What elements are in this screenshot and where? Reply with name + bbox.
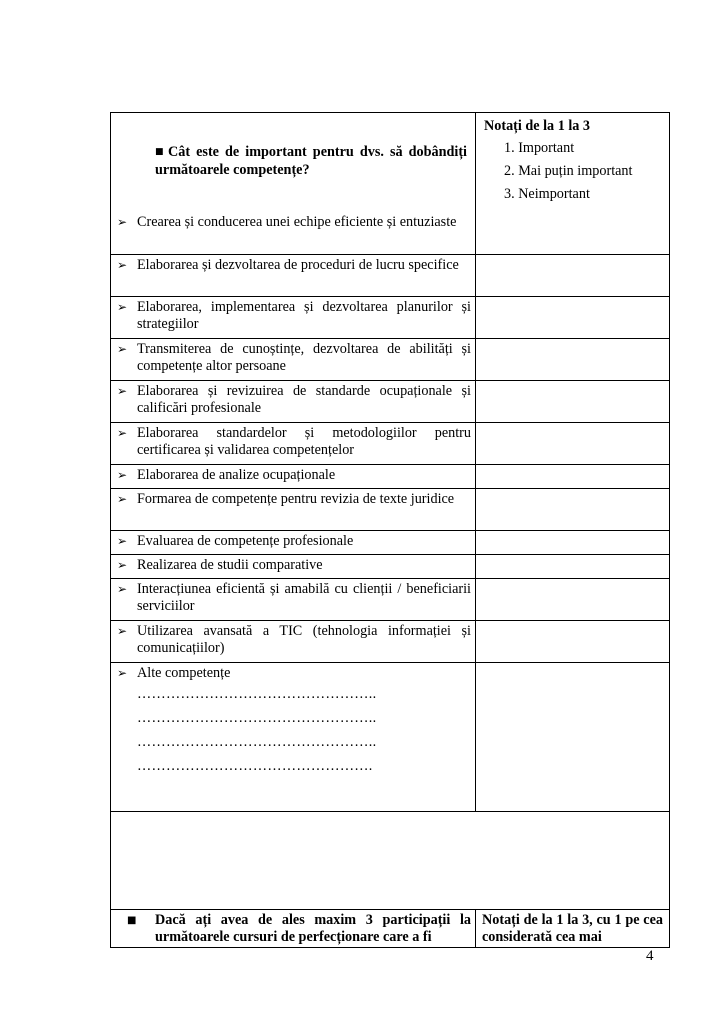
arrow-bullet-icon: ➢ — [117, 558, 128, 572]
competence-row — [111, 380, 669, 422]
rating-option: 3. Neimportant — [504, 186, 590, 202]
question-cell — [111, 113, 476, 212]
rating-input-cell[interactable] — [476, 423, 669, 464]
competence-label: Formarea de competențe pentru revizia de texte juridice — [137, 491, 455, 507]
competence-label: Elaborarea, implementarea și dezvoltarea planurilor și strategiilor — [137, 299, 471, 332]
competence-label: Crearea și conducerea unei echipe eficiente și entuziaste — [137, 214, 457, 230]
arrow-bullet-icon: ➢ — [117, 426, 128, 440]
competence-label: Elaborarea standardelor și metodologiilor pentru certificarea și validarea competențelor — [137, 425, 471, 458]
arrow-bullet-icon: ➢ — [117, 215, 128, 229]
arrow-bullet-icon: ➢ — [117, 666, 128, 680]
arrow-bullet-icon: ➢ — [117, 384, 128, 398]
rating-options — [476, 137, 669, 206]
rating-title: Notați de la 1 la 3 — [484, 118, 591, 134]
rating-option: 2. Mai puțin important — [504, 163, 633, 179]
competence-row — [111, 464, 669, 488]
square-bullet-icon: ■ — [155, 147, 167, 157]
rating-input-cell[interactable] — [476, 381, 669, 422]
rating-legend-cell — [476, 113, 669, 212]
rating-input-cell[interactable] — [476, 621, 669, 662]
page-number: 4 — [646, 948, 654, 964]
header-row — [111, 113, 669, 212]
arrow-bullet-icon: ➢ — [117, 468, 128, 482]
fill-in-line[interactable]: ………………………………………….. — [137, 710, 377, 726]
competence-row — [111, 422, 669, 464]
competence-label: Elaborarea și revizuirea de standarde ocupaționale și calificări profesionale — [137, 383, 471, 416]
question-text: Cât este de important pentru dvs. să dobândiți următoarele competențe? — [155, 144, 467, 178]
competence-label: Elaborarea de analize ocupaționale — [137, 467, 336, 483]
rating-input-cell[interactable] — [476, 531, 669, 554]
competence-label: Evaluarea de competențe profesionale — [137, 533, 354, 549]
competence-label: Realizarea de studii comparative — [137, 557, 323, 573]
rating-input-cell[interactable] — [476, 465, 669, 488]
empty-row — [111, 811, 669, 909]
survey-table — [110, 112, 670, 948]
other-label: Alte competențe — [137, 665, 231, 681]
arrow-bullet-icon: ➢ — [117, 534, 128, 548]
competence-label: Elaborarea și dezvoltarea de proceduri de lucru specifice — [137, 257, 459, 273]
arrow-bullet-icon: ➢ — [117, 300, 128, 314]
rating-input-cell[interactable] — [476, 663, 669, 811]
rating-option: 1. Important — [504, 140, 575, 156]
arrow-bullet-icon: ➢ — [117, 342, 128, 356]
rating-input-cell[interactable] — [476, 212, 669, 254]
bottom-question-row — [111, 909, 669, 947]
other-competences-row — [111, 662, 669, 811]
competence-row — [111, 620, 669, 662]
bottom-question-text: Dacă ați avea de ales maxim 3 participații la următoarele cursuri de perfecționare care a fi — [155, 912, 471, 945]
fill-in-line[interactable]: ………………………………………….. — [137, 734, 377, 750]
competence-row — [111, 254, 669, 296]
competence-row — [111, 296, 669, 338]
rating-input-cell[interactable] — [476, 489, 669, 530]
competence-label: Interacțiunea eficientă și amabilă cu clienții / beneficiarii serviciilor — [137, 581, 471, 614]
fill-in-line[interactable]: ………………………………………….. — [137, 686, 377, 702]
fill-in-line[interactable]: …………………………………………. — [137, 758, 373, 774]
square-bullet-icon: ■ — [127, 915, 137, 926]
competence-row — [111, 578, 669, 620]
competence-label: Transmiterea de cunoștințe, dezvoltarea de abilități și competențe altor persoane — [137, 341, 471, 374]
arrow-bullet-icon: ➢ — [117, 258, 128, 272]
competence-row — [111, 530, 669, 554]
competence-label: Utilizarea avansată a TIC (tehnologia informației și comunicațiilor) — [137, 623, 471, 656]
competence-row — [111, 554, 669, 578]
rating-input-cell[interactable] — [476, 297, 669, 338]
competence-row — [111, 212, 669, 254]
bottom-rating-text: Notați de la 1 la 3, cu 1 pe cea considerată cea mai — [482, 912, 663, 945]
competence-row — [111, 338, 669, 380]
arrow-bullet-icon: ➢ — [117, 624, 128, 638]
rating-input-cell[interactable] — [476, 579, 669, 620]
rating-input-cell[interactable] — [476, 255, 669, 296]
rating-input-cell[interactable] — [476, 339, 669, 380]
rating-input-cell[interactable] — [476, 555, 669, 578]
competence-row — [111, 488, 669, 530]
arrow-bullet-icon: ➢ — [117, 492, 128, 506]
arrow-bullet-icon: ➢ — [117, 582, 128, 596]
